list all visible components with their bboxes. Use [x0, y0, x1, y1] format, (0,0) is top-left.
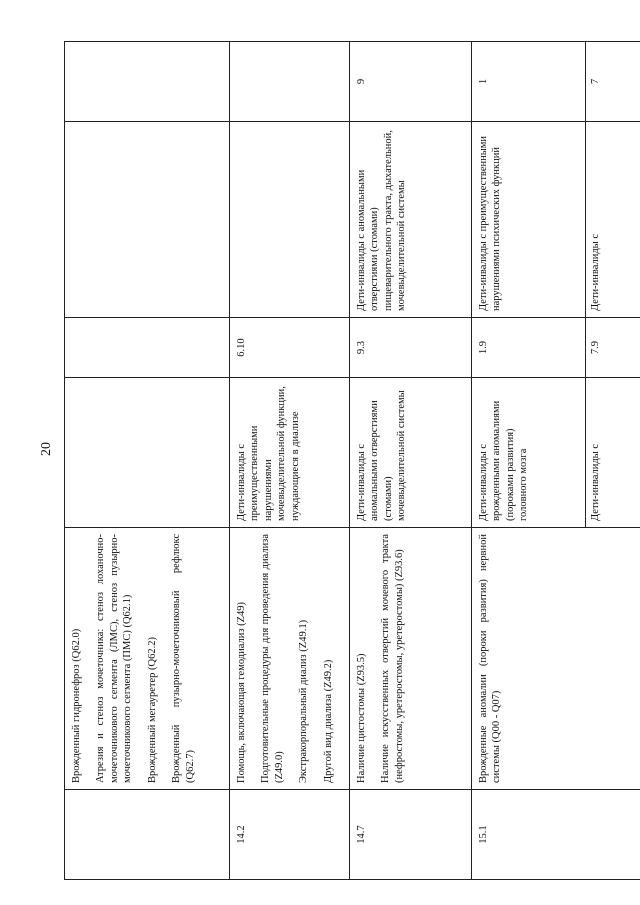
classification-table [64, 41, 640, 880]
group-number: 9 [350, 42, 472, 122]
category-code: 9.3 [350, 318, 472, 378]
diagnosis-item: Атрезия и стеноз мочеточника: стеноз лоханочно-мочеточникового сегмента (ЛМС), стеноз пузырно-мочеточникового сегмента (ПМС) (Q62.1) [95, 534, 134, 783]
row-code: 14.7 [350, 790, 472, 880]
table-row [230, 42, 350, 880]
group-number [65, 42, 230, 122]
diagnosis-item: Наличие искусственных отверстий мочевого тракта (нефростомы, уретеростомы, уретеростомы) (Z93.6) [380, 534, 405, 783]
diagnosis-item: Помощь, включающая гемодиализ (Z49) [236, 601, 247, 783]
category2-cell [230, 122, 350, 318]
category2-cell: Дети-инвалиды с [586, 122, 640, 318]
diagnosis-item: Другой вид диализа (Z49.2) [322, 659, 334, 783]
group-number: 7 [586, 42, 640, 122]
row-code: 15.1 [472, 790, 640, 880]
diagnosis-item: Подготовительные процедуры для проведения диализа (Z49.0) [260, 534, 285, 783]
diagnoses-cell [350, 528, 472, 790]
diagnosis-item: Врожденный мегауретер (Q62.2) [146, 636, 158, 783]
category2-cell: Дети-инвалиды с аномальными отверстиями (стомами) пищеварительного тракта, дыхательной, мочевыделительной системы [350, 122, 472, 318]
diagnosis-item: Наличие цистостомы (Z93.5) [356, 653, 367, 783]
category-code: 7.9 [586, 318, 640, 378]
table-row [472, 42, 586, 880]
row-code: 14.2 [230, 790, 350, 880]
table-row [65, 42, 230, 880]
diagnoses-cell [472, 528, 640, 790]
group-number [230, 42, 350, 122]
category-code [65, 318, 230, 378]
category-cell: Дети-инвалиды с преимущественными нарушениями мочевыделительной функции, нуждающиеся в диализе [230, 378, 350, 528]
diagnoses-cell [65, 528, 230, 790]
diagnosis-item: Врожденный гидронефроз (Q62.0) [71, 628, 82, 783]
category-cell: Дети-инвалиды с аномальными отверстиями (стомами) мочевыделительной системы [350, 378, 472, 528]
category-cell: Дети-инвалиды с [586, 378, 640, 528]
diagnosis-item: Врожденный пузырно-мочеточниковый рефлюкс (Q62.7) [171, 534, 196, 783]
rotated-page [64, 42, 640, 880]
category-code: 1.9 [472, 318, 586, 378]
row-code [65, 790, 230, 880]
diagnoses-cell [230, 528, 350, 790]
category-cell [65, 378, 230, 528]
category2-cell: Дети-инвалиды с преимущественными нарушениями психических функций [472, 122, 586, 318]
group-number: 1 [472, 42, 586, 122]
table-row [350, 42, 472, 880]
category-cell: Дети-инвалиды с врожденными аномалиями (пороками развития) головного мозга [472, 378, 586, 528]
category2-cell [65, 122, 230, 318]
category-code: 6.10 [230, 318, 350, 378]
page-number: 20 [39, 442, 54, 456]
diagnosis-item: Экстракорпоральный диализ (Z49.1) [298, 619, 310, 783]
diagnosis-item: Врожденные аномалии (пороки развития) нервной системы (Q00 - Q07) [478, 534, 503, 783]
